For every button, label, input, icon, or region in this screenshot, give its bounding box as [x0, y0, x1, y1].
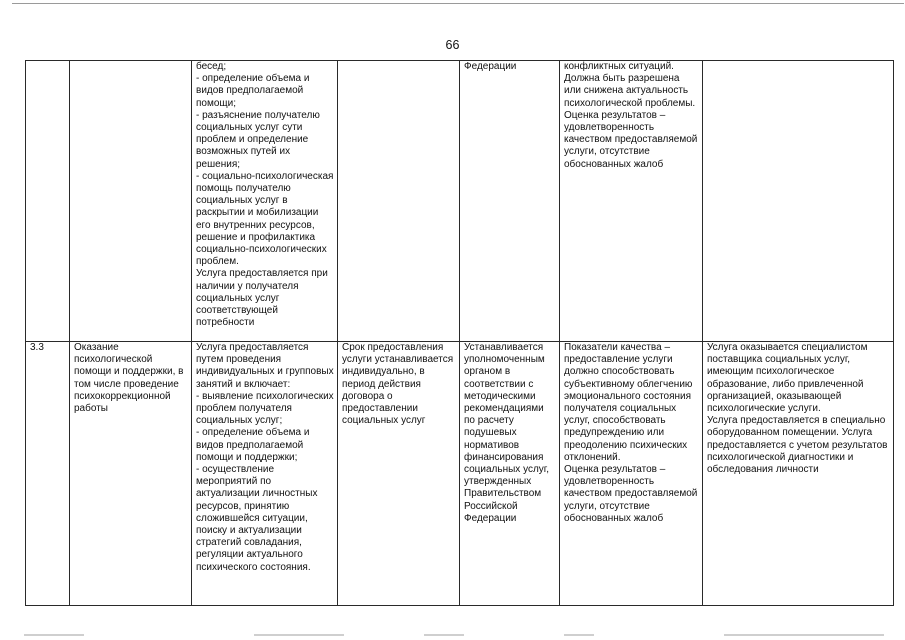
services-table	[25, 60, 894, 606]
page-number: 66	[445, 38, 460, 52]
scan-edge-top	[12, 3, 904, 4]
cell-quality-indicators: конфликтных ситуаций. Должна быть разрешена или снижена актуальность психологической проблемы. Оценка результатов – удовлетворенность качеством предоставляемой услуги, отсутствие обоснованных жалоб	[560, 61, 703, 342]
table-row	[26, 61, 894, 342]
cell-number: 3.3	[26, 342, 70, 606]
scan-edge-bottom	[24, 632, 894, 638]
cell-service-name: Оказание психологической помощи и поддержки, в том числе проведение психокоррекционной работы	[70, 342, 192, 606]
cell-service-name	[70, 61, 192, 342]
cell-tariff: Федерации	[460, 61, 560, 342]
cell-tariff: Устанавливается уполномоченным органом в соответствии с методическими рекомендациями по расчету подушевых нормативов финансирования социальных услуг, утвержденных Правительством Российской Федерации	[460, 342, 560, 606]
cell-service-term: Срок предоставления услуги устанавливается индивидуально, в период действия договора о предоставлении социальных услуг	[338, 342, 460, 606]
cell-conditions	[703, 61, 894, 342]
cell-service-description: Услуга предоставляется путем проведения индивидуальных и групповых занятий и включает: - выявление психологических проблем получателя социальных услуг; - определение объема и видов предполагаемой помощи и поддержки; - осуществление мероприятий по актуализации личностных ресурсов, принятию сложившейся ситуации, поиску и актуализации стратегий совладания, регуляции актуального психического состояния.	[192, 342, 338, 606]
cell-number	[26, 61, 70, 342]
cell-service-term	[338, 61, 460, 342]
cell-service-description: бесед; - определение объема и видов предполагаемой помощи; - разъяснение получателю социальных услуг сути проблем и определение возможных путей их решения; - социально-психологическая помощь получателю социальных услуг в раскрытии и мобилизации его внутренних ресурсов, решение и профилактика социально-психологических проблем. Услуга предоставляется при наличии у получателя социальных услуг соответствующей потребности	[192, 61, 338, 342]
cell-quality-indicators: Показатели качества – предоставление услуги должно способствовать субъективному облегчению эмоционального состояния получателя социальных услуг, способствовать предупреждению или преодолению психических отклонений. Оценка результатов – удовлетворенность качеством предоставляемой услуги, отсутствие обоснованных жалоб	[560, 342, 703, 606]
table-row	[26, 342, 894, 606]
cell-conditions: Услуга оказывается специалистом поставщика социальных услуг, имеющим психологическое образование, либо привлеченной организацией, оказывающей психологические услуги. Услуга предоставляется в специально оборудованном помещении. Услуга предоставляется с учетом результатов психологической диагностики и обследования личности	[703, 342, 894, 606]
